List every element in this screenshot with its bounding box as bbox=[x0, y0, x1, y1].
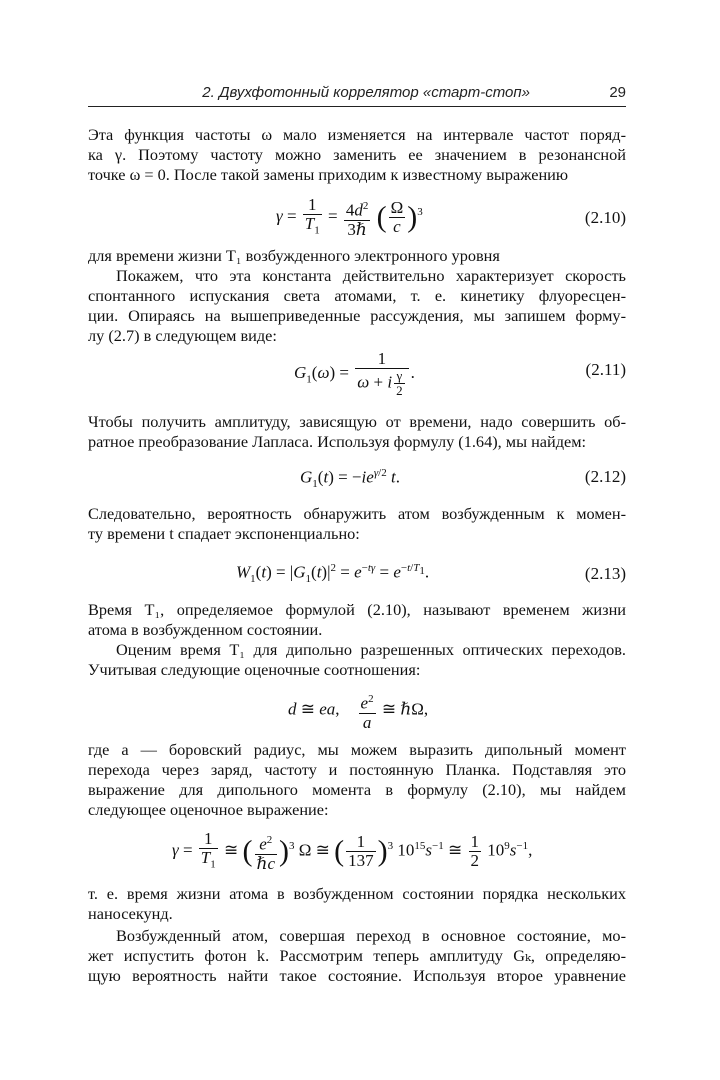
equation-body: γ = $\frac{1}{T_1}$ ≅ ( $\frac{e^2}{\text{ℏc}}$ )$^3$ Ω ≅ ( $\frac{1}{137}$ )$^3$ $10^{15}s^{-1}$ ≅ $\frac{1}{2}$ $10^9s^{-1}$, bbox=[172, 829, 533, 873]
equation-body: $W_1(t) = |G_1(t)|^2 = e^{-t\gamma} = e^{-t/T_1}$. bbox=[236, 562, 430, 586]
text-line: Возбужденный атом, совершая переход в основное состояние, мо- bbox=[116, 926, 626, 945]
equation-gamma-estimate bbox=[88, 830, 626, 880]
equation-number: (2.10) bbox=[584, 208, 626, 227]
text-line: наносекунд. bbox=[88, 904, 173, 923]
paragraph-2 bbox=[88, 246, 626, 266]
equation-2-10 bbox=[88, 196, 626, 246]
text-line: Время T₁, определяемое формулой (2.10), называют временем жизни bbox=[88, 600, 626, 619]
paragraph-1 bbox=[88, 125, 626, 185]
paragraph-5 bbox=[88, 504, 626, 544]
paragraph-10 bbox=[88, 926, 626, 986]
paragraph-4 bbox=[88, 412, 626, 452]
text-line: щую вероятность найти такое состояние. Используя второе уравнение bbox=[88, 966, 626, 985]
paragraph-3 bbox=[88, 266, 626, 346]
text-line: Учитывая следующие оценочные соотношения: bbox=[88, 660, 421, 679]
text-line: спонтанного испускания света атомами, т. е. кинетику флуоресцен- bbox=[88, 286, 626, 305]
text-line: для времени жизни T₁ возбужденного электронного уровня bbox=[88, 246, 500, 265]
text-line: выражение для дипольного момента в формулу (2.10), мы найдем bbox=[88, 780, 626, 799]
text-line: ратное преобразование Лапласа. Используя формулу (1.64), мы найдем: bbox=[88, 432, 587, 451]
text-line: Оценим время T₁ для дипольно разрешенных оптических переходов. bbox=[116, 640, 626, 659]
paragraph-6 bbox=[88, 600, 626, 640]
equation-number: (2.12) bbox=[584, 467, 626, 486]
equation-2-12 bbox=[88, 467, 626, 495]
page-number: 29 bbox=[609, 84, 626, 101]
text-line: точке ω = 0. После такой замены приходим к известному выражению bbox=[88, 165, 569, 184]
text-line: атома в возбужденном состоянии. bbox=[88, 620, 323, 639]
equation-body: $G_1(\omega)$ = 1 ω + i $\frac{\gamma}{2}$ . bbox=[294, 349, 415, 398]
text-line: где a — боровский радиус, мы можем выразить дипольный момент bbox=[88, 740, 626, 759]
text-line: ту времени t спадает экспоненциально: bbox=[88, 524, 360, 543]
running-head bbox=[88, 84, 626, 107]
text-line: жет испустить фотон k. Рассмотрим теперь амплитуду Gₖ, определяю- bbox=[88, 946, 626, 965]
text-line: ции. Опираясь на вышеприведенные рассуждения, мы запишем форму- bbox=[88, 306, 626, 325]
text-line: т. е. время жизни атома в возбужденном состоянии порядка нескольких bbox=[88, 884, 626, 903]
text-line: Чтобы получить амплитуду, зависящую от времени, надо совершить об- bbox=[88, 412, 626, 431]
paragraph-9 bbox=[88, 884, 626, 924]
text-line: Покажем, что эта константа действительно характеризует скорость bbox=[116, 266, 626, 285]
equation-2-13 bbox=[88, 562, 626, 592]
text-line: перехода через заряд, частоту и постоянную Планка. Подставляя это bbox=[88, 760, 626, 779]
text-line: лу (2.7) в следующем виде: bbox=[88, 326, 277, 345]
equation-body: d ≅ ea, $\frac{e^2}{a}$ ≅ ℏΩ, bbox=[288, 690, 428, 732]
text-line: Эта функция частоты ω мало изменяется на интервале частот поряд- bbox=[88, 125, 626, 144]
equation-number: (2.11) bbox=[585, 360, 626, 379]
equation-number: (2.13) bbox=[584, 564, 626, 583]
equation-body: $G_1(t) = -ie^{\gamma/2}$ t. bbox=[300, 467, 400, 491]
text-line: Следовательно, вероятность обнаружить атом возбужденным к момен- bbox=[88, 504, 626, 523]
text-line: следующее оценочное выражение: bbox=[88, 800, 329, 819]
paragraph-8 bbox=[88, 740, 626, 820]
text-line: ка γ. Поэтому частоту можно заменить ее значением в резонансной bbox=[88, 145, 626, 164]
paragraph-7 bbox=[88, 640, 626, 680]
equation-2-11 bbox=[88, 350, 626, 406]
running-title: 2. Двухфотонный коррелятор «старт-стоп» bbox=[202, 84, 530, 101]
equation-body: γ = $\frac{1}{T_1}$ = $\frac{4d^2}{\text{3ℏ}}$ ( $\frac{\Omega}{c}$ )$^3$ bbox=[276, 195, 423, 239]
equation-estimates bbox=[88, 690, 626, 730]
